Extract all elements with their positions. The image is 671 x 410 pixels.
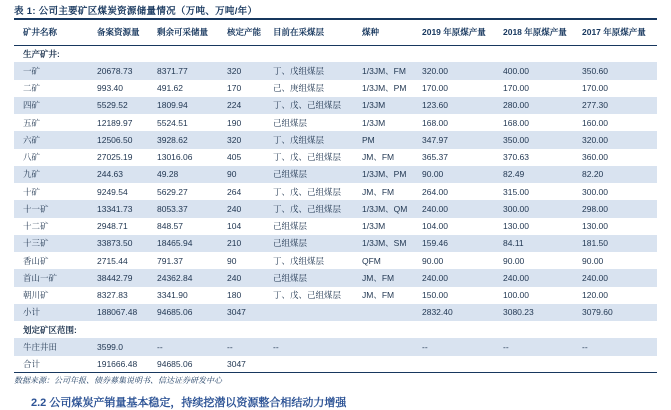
table-cell: 12189.97: [97, 117, 133, 128]
table-row: [14, 338, 657, 355]
table-cell: 四矿: [14, 97, 97, 114]
table-cell: 400.00: [503, 62, 582, 79]
table-cell: 合计: [23, 358, 41, 369]
table-cell: --: [157, 338, 227, 355]
table-cell: 香山矿: [23, 255, 49, 266]
table-cell: 朝川矿: [23, 290, 49, 301]
table-cell: 8371.77: [157, 62, 227, 79]
table-cell: 六矿: [14, 131, 97, 148]
next-section-heading: 2.2 公司煤炭产销量基本稳定，持续挖潜以资源整合相结动力增强: [31, 397, 347, 409]
table-cell: [362, 356, 422, 373]
data-source-note: 数据来源：公司年报、债券募集说明书、信达证券研发中心: [14, 376, 222, 385]
table-cell: 104: [227, 221, 242, 232]
table-row: [14, 131, 657, 148]
table-cell: 五矿: [23, 117, 41, 128]
table-row: [14, 114, 657, 131]
table-cell: --: [227, 338, 273, 355]
column-header: 备案资源量: [97, 19, 157, 45]
table-cell: 十三矿: [14, 235, 97, 252]
table-cell: 3047: [227, 304, 273, 321]
table-cell: 180: [227, 290, 242, 301]
table-cell: 168.00: [503, 117, 529, 128]
resource-table: [14, 18, 657, 373]
table-cell: 264.00: [422, 186, 448, 197]
table-cell: 2948.71: [97, 221, 128, 232]
table-cell: 190: [227, 117, 242, 128]
table-cell: 993.40: [97, 83, 123, 94]
table-cell: 18465.94: [157, 235, 227, 252]
table-cell: 八矿: [23, 152, 41, 163]
table-cell: 130.00: [503, 221, 529, 232]
table-row: [14, 183, 657, 200]
table-cell: 491.62: [157, 83, 183, 94]
table-cell: 1/3JM、FM: [362, 62, 422, 79]
table-cell: 280.00: [503, 97, 582, 114]
table-cell: 38442.79: [97, 269, 157, 286]
table-cell: 1/3JM: [362, 221, 386, 232]
table-cell: 首山一矿: [14, 269, 97, 286]
table-cell: 12506.50: [97, 131, 157, 148]
table-cell: 370.63: [503, 152, 529, 163]
table-cell: 牛庄井田: [14, 338, 97, 355]
table-cell: 己组煤层: [273, 235, 362, 252]
table-cell: 277.30: [582, 97, 657, 114]
table-cell: 49.28: [157, 166, 227, 183]
table-cell: 小计: [14, 304, 97, 321]
table-cell: 一矿: [14, 62, 97, 79]
column-header: 煤种: [362, 19, 422, 45]
table-row: [14, 304, 657, 321]
table-cell: [273, 304, 362, 321]
table-cell: 90.00: [422, 255, 444, 266]
table-row: [14, 252, 657, 269]
column-header: 2018 年原煤产量: [503, 19, 582, 45]
table-cell: 丁、戊、己组煤层: [273, 186, 342, 197]
table-cell: 13341.73: [97, 200, 157, 217]
table-cell: 210: [227, 235, 273, 252]
table-cell: 1/3JM、PM: [362, 83, 407, 94]
table-cell: 己组煤层: [273, 221, 308, 232]
table-cell: 120.00: [582, 290, 608, 301]
table-cell: 350.00: [503, 131, 582, 148]
table-row: [14, 166, 657, 183]
table-cell: 240: [227, 269, 273, 286]
table-cell: 丁、戊组煤层: [273, 255, 325, 266]
table-body: [14, 45, 657, 373]
section-label: 生产矿井:: [23, 48, 60, 59]
table-cell: 320: [227, 131, 273, 148]
table-cell: [503, 356, 582, 373]
table-cell: 3599.0: [97, 338, 157, 355]
table-cell: 170: [227, 83, 242, 94]
table-cell: 3047: [227, 358, 246, 369]
table-cell: 十矿: [23, 186, 41, 197]
table-row: [14, 218, 657, 235]
table-cell: 13016.06: [157, 152, 193, 163]
table-cell: 丁、戊、己组煤层: [273, 97, 362, 114]
table-cell: 100.00: [503, 290, 529, 301]
table-cell: 丁、戊、己组煤层: [273, 152, 342, 163]
table-cell: 360.00: [582, 152, 608, 163]
table-cell: [422, 356, 503, 373]
table-cell: 240.00: [422, 200, 503, 217]
table-cell: 791.37: [157, 255, 183, 266]
table-cell: 1/3JM、SM: [362, 235, 422, 252]
table-cell: 170.00: [503, 83, 529, 94]
table-cell: 350.60: [582, 62, 657, 79]
table-cell: 己组煤层: [273, 117, 308, 128]
table-cell: 1/3JM、QM: [362, 200, 422, 217]
table-cell: 170.00: [422, 83, 448, 94]
table-cell: JM、FM: [362, 290, 395, 301]
table-cell: --: [582, 338, 657, 355]
table-cell: 1/3JM、PM: [362, 166, 422, 183]
table-cell: 240.00: [582, 269, 657, 286]
table-cell: 320: [227, 62, 273, 79]
table-cell: 130.00: [582, 221, 608, 232]
table-cell: 己、庚组煤层: [273, 83, 325, 94]
table-cell: 己组煤层: [273, 269, 362, 286]
table-cell: QFM: [362, 255, 381, 266]
section-row: [14, 321, 657, 338]
table-cell: 5529.52: [97, 97, 157, 114]
table-cell: 二矿: [23, 83, 41, 94]
table-cell: 244.63: [97, 166, 157, 183]
table-cell: 159.46: [422, 235, 503, 252]
table-cell: [362, 304, 422, 321]
table-cell: 405: [227, 152, 242, 163]
table-cell: 224: [227, 97, 273, 114]
table-cell: 丁、戊组煤层: [273, 131, 362, 148]
column-header: 剩余可采储量: [157, 19, 227, 45]
table-cell: --: [503, 338, 582, 355]
resource-table-container: [14, 18, 657, 373]
table-cell: 90.00: [503, 255, 525, 266]
table-row: [14, 235, 657, 252]
table-cell: 十一矿: [14, 200, 97, 217]
table-cell: 8327.83: [97, 290, 128, 301]
table-row: [14, 269, 657, 286]
table-cell: 90.00: [422, 166, 503, 183]
table-cell: 160.00: [582, 117, 608, 128]
table-row: [14, 80, 657, 97]
table-cell: 240.00: [503, 269, 582, 286]
table-cell: 己组煤层: [273, 166, 362, 183]
table-cell: 365.37: [422, 152, 448, 163]
section-row: [14, 45, 657, 62]
table-cell: 1/3JM: [362, 97, 422, 114]
table-cell: 150.00: [422, 290, 448, 301]
table-cell: 347.97: [422, 131, 503, 148]
table-cell: 848.57: [157, 221, 183, 232]
table-cell: JM、FM: [362, 152, 395, 163]
table-cell: [362, 338, 422, 355]
table-cell: 5524.51: [157, 117, 188, 128]
table-row: [14, 149, 657, 166]
table-cell: 168.00: [422, 117, 448, 128]
table-cell: 188067.48: [97, 304, 157, 321]
table-cell: 8053.37: [157, 200, 227, 217]
table-cell: [273, 356, 362, 373]
table-cell: 3080.23: [503, 304, 582, 321]
table-cell: 191666.48: [97, 358, 138, 369]
table-cell: 94685.06: [157, 304, 227, 321]
table-cell: 170.00: [582, 83, 608, 94]
table-cell: 丁、戊组煤层: [273, 62, 362, 79]
column-header: 目前在采煤层: [273, 19, 362, 45]
table-cell: JM、FM: [362, 269, 422, 286]
table-cell: 315.00: [503, 186, 529, 197]
table-cell: 320.00: [582, 131, 657, 148]
table-cell: 丁、戊、己组煤层: [273, 290, 342, 301]
table-cell: 240.00: [422, 269, 503, 286]
table-cell: 9249.54: [97, 186, 128, 197]
table-cell: 84.11: [503, 235, 582, 252]
table-cell: 94685.06: [157, 358, 193, 369]
table-title: 表 1: 公司主要矿区煤炭资源储量情况（万吨、万吨/年）: [14, 6, 258, 17]
table-cell: 90: [227, 255, 237, 266]
table-cell: 5629.27: [157, 186, 188, 197]
table-cell: 3928.62: [157, 131, 227, 148]
table-cell: --: [273, 338, 362, 355]
table-row: [14, 97, 657, 114]
table-cell: 104.00: [422, 221, 448, 232]
table-cell: --: [422, 338, 503, 355]
column-header: 核定产能: [227, 19, 273, 45]
table-cell: 82.49: [503, 166, 582, 183]
column-header: 2019 年原煤产量: [422, 19, 503, 45]
table-cell: PM: [362, 131, 422, 148]
table-cell: [582, 356, 657, 373]
table-cell: 27025.19: [97, 152, 133, 163]
table-cell: 20678.73: [97, 62, 157, 79]
table-header-row: [14, 19, 657, 45]
table-cell: 1/3JM: [362, 117, 386, 128]
table-cell: 264: [227, 186, 242, 197]
table-cell: 十二矿: [23, 221, 49, 232]
table-cell: 90.00: [582, 255, 604, 266]
table-cell: 82.20: [582, 166, 657, 183]
table-cell: 1809.94: [157, 97, 227, 114]
table-row: [14, 200, 657, 217]
table-cell: 298.00: [582, 200, 657, 217]
table-cell: 24362.84: [157, 269, 227, 286]
table-cell: 2715.44: [97, 255, 128, 266]
table-cell: 300.00: [582, 186, 608, 197]
section-label: 划定矿区范围:: [23, 324, 77, 335]
table-cell: 2832.40: [422, 304, 503, 321]
table-cell: 181.50: [582, 235, 657, 252]
table-row: [14, 287, 657, 304]
table-cell: 3341.90: [157, 290, 188, 301]
table-cell: 123.60: [422, 97, 503, 114]
table-cell: 九矿: [14, 166, 97, 183]
table-cell: 丁、戊、己组煤层: [273, 200, 362, 217]
table-cell: 320.00: [422, 62, 503, 79]
table-row: [14, 62, 657, 79]
table-cell: 300.00: [503, 200, 582, 217]
table-cell: 33873.50: [97, 235, 157, 252]
table-cell: 3079.60: [582, 304, 657, 321]
table-cell: JM、FM: [362, 186, 395, 197]
table-row: [14, 356, 657, 373]
column-header: 矿井名称: [14, 19, 97, 45]
table-cell: 90: [227, 166, 273, 183]
column-header: 2017 年原煤产量: [582, 19, 657, 45]
table-cell: 240: [227, 200, 273, 217]
